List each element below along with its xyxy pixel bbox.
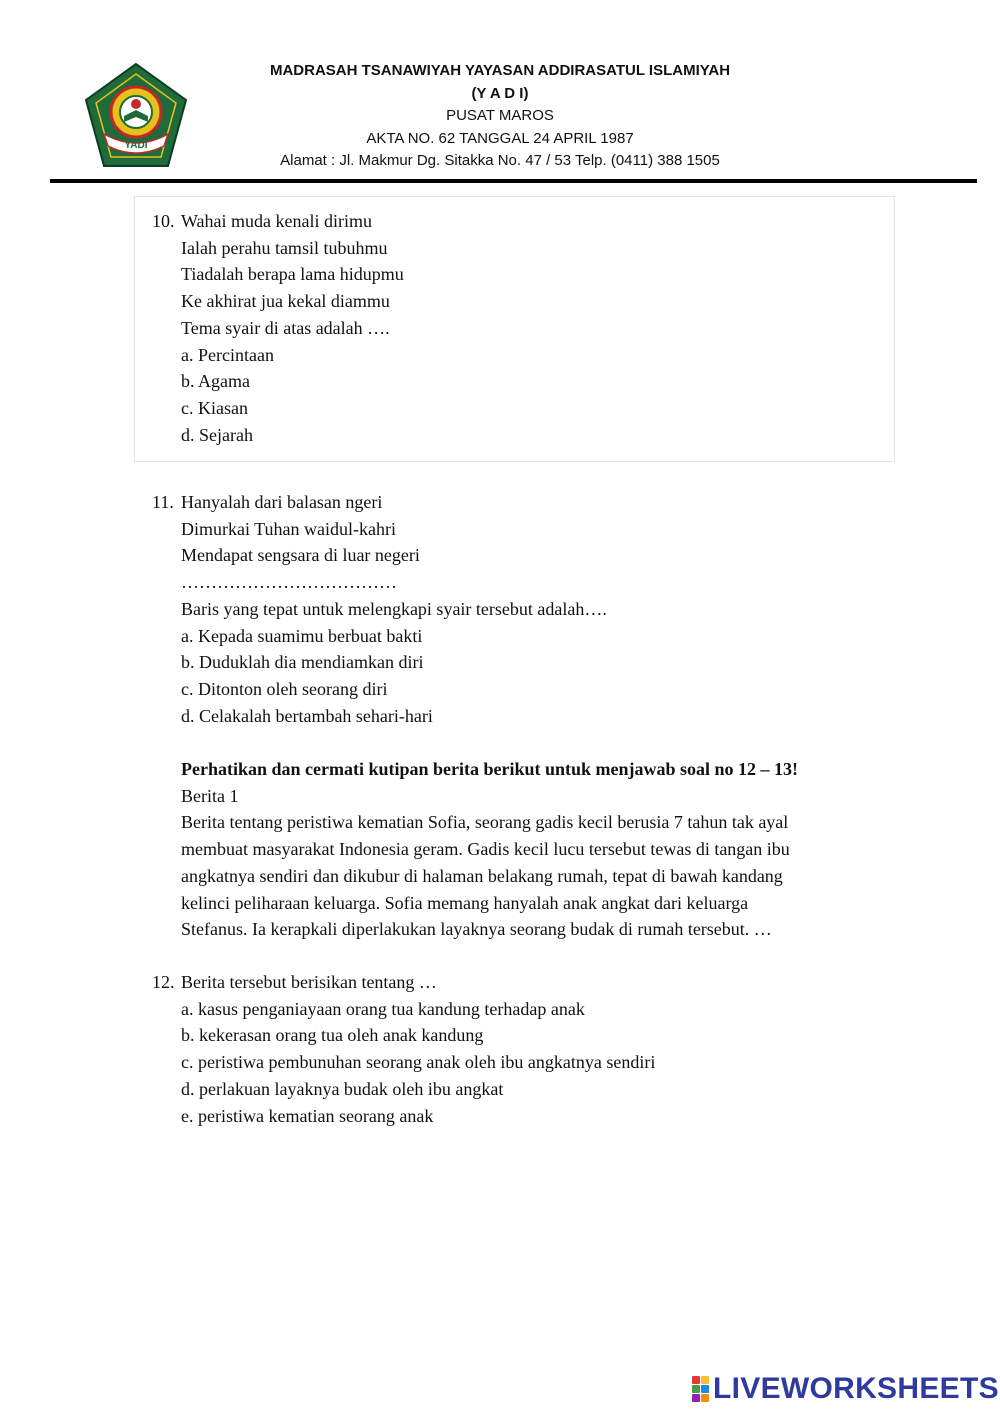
news-paragraph-line: Berita tentang peristiwa kematian Sofia, seorang gadis kecil berusia 7 tahun tak ayal (181, 812, 789, 833)
question-number: 12. (152, 972, 175, 992)
logo-ribbon-text: YADI (124, 140, 148, 151)
answer-option[interactable]: c. peristiwa pembunuhan seorang anak oleh ibu angkatnya sendiri (181, 1052, 656, 1073)
news-excerpt (152, 756, 798, 943)
answer-option[interactable]: e. peristiwa kematian seorang anak (181, 1105, 434, 1126)
question-number: 10. (152, 211, 175, 231)
liveworksheets-wordmark: LIVEWORKSHEETS (713, 1372, 999, 1405)
question-prompt: Tema syair di atas adalah …. (181, 317, 390, 338)
answer-option[interactable]: a. Kepada suamimu berbuat bakti (181, 625, 423, 646)
liveworksheets-blocks-icon (692, 1376, 709, 1402)
news-paragraph-line: kelinci peliharaan keluarga. Sofia memang hanyalah anak angkat dari keluarga (181, 892, 749, 913)
answer-option[interactable]: b. kekerasan orang tua oleh anak kandung (181, 1025, 484, 1046)
news-paragraph-line: angkatnya sendiri dan dikubur di halaman belakang rumah, tepat di bawah kandang (181, 865, 783, 886)
school-location: PUSAT MAROS (446, 107, 554, 124)
question-12 (152, 969, 655, 1129)
school-deed: AKTA NO. 62 TANGGAL 24 APRIL 1987 (366, 129, 634, 147)
answer-option[interactable]: b. Agama (181, 371, 250, 392)
answer-option[interactable]: d. Sejarah (181, 424, 253, 445)
question-number: 11. (152, 492, 174, 512)
question-11 (152, 489, 607, 729)
answer-option[interactable]: a. kasus penganiayaan orang tua kandung terhadap anak (181, 998, 585, 1019)
poem-line: Mendapat sengsara di luar negeri (181, 545, 420, 566)
poem-line: Wahai muda kenali dirimu (181, 211, 372, 231)
answer-option[interactable]: c. Ditonton oleh seorang diri (181, 678, 388, 699)
letterhead (200, 60, 800, 173)
poem-line: Hanyalah dari balasan ngeri (181, 492, 383, 512)
instruction-heading: Perhatikan dan cermati kutipan berita berikut untuk menjawab soal no 12 – 13! (181, 759, 799, 779)
question-10 (152, 208, 404, 448)
school-address: Alamat : Jl. Makmur Dg. Sitakka No. 47 / 53 Telp. (0411) 388 1505 (280, 152, 720, 169)
question-prompt: Berita tersebut berisikan tentang … (181, 972, 437, 992)
poem-line: Ke akhirat jua kekal diammu (181, 291, 390, 312)
school-logo (84, 62, 188, 168)
news-paragraph-line: membuat masyarakat Indonesia geram. Gadis kecil lucu tersebut tewas di tangan ibu (181, 839, 790, 860)
news-title: Berita 1 (181, 785, 239, 806)
poem-blank-line: ……………………………… (181, 572, 397, 593)
school-name: MADRASAH TSANAWIYAH YAYASAN ADDIRASATUL ISLAMIYAH (269, 62, 731, 79)
liveworksheets-logo[interactable] (692, 1374, 999, 1404)
poem-line: Dimurkai Tuhan waidul-kahri (181, 518, 396, 539)
answer-option[interactable]: d. perlakuan layaknya budak oleh ibu angkat (181, 1078, 504, 1099)
school-abbrev: (Y A D I) (471, 84, 529, 102)
news-paragraph-line: Stefanus. Ia kerapkali diperlakukan layaknya seorang budak di rumah tersebut. … (181, 919, 772, 940)
answer-option[interactable]: b. Duduklah dia mendiamkan diri (181, 652, 424, 673)
answer-option[interactable]: a. Percintaan (181, 344, 274, 365)
poem-line: Tiadalah berapa lama hidupmu (181, 264, 404, 285)
question-prompt: Baris yang tepat untuk melengkapi syair tersebut adalah…. (181, 598, 607, 619)
poem-line: Ialah perahu tamsil tubuhmu (181, 237, 388, 258)
answer-option[interactable]: c. Kiasan (181, 397, 248, 418)
header-divider (50, 179, 977, 183)
answer-option[interactable]: d. Celakalah bertambah sehari-hari (181, 705, 433, 726)
